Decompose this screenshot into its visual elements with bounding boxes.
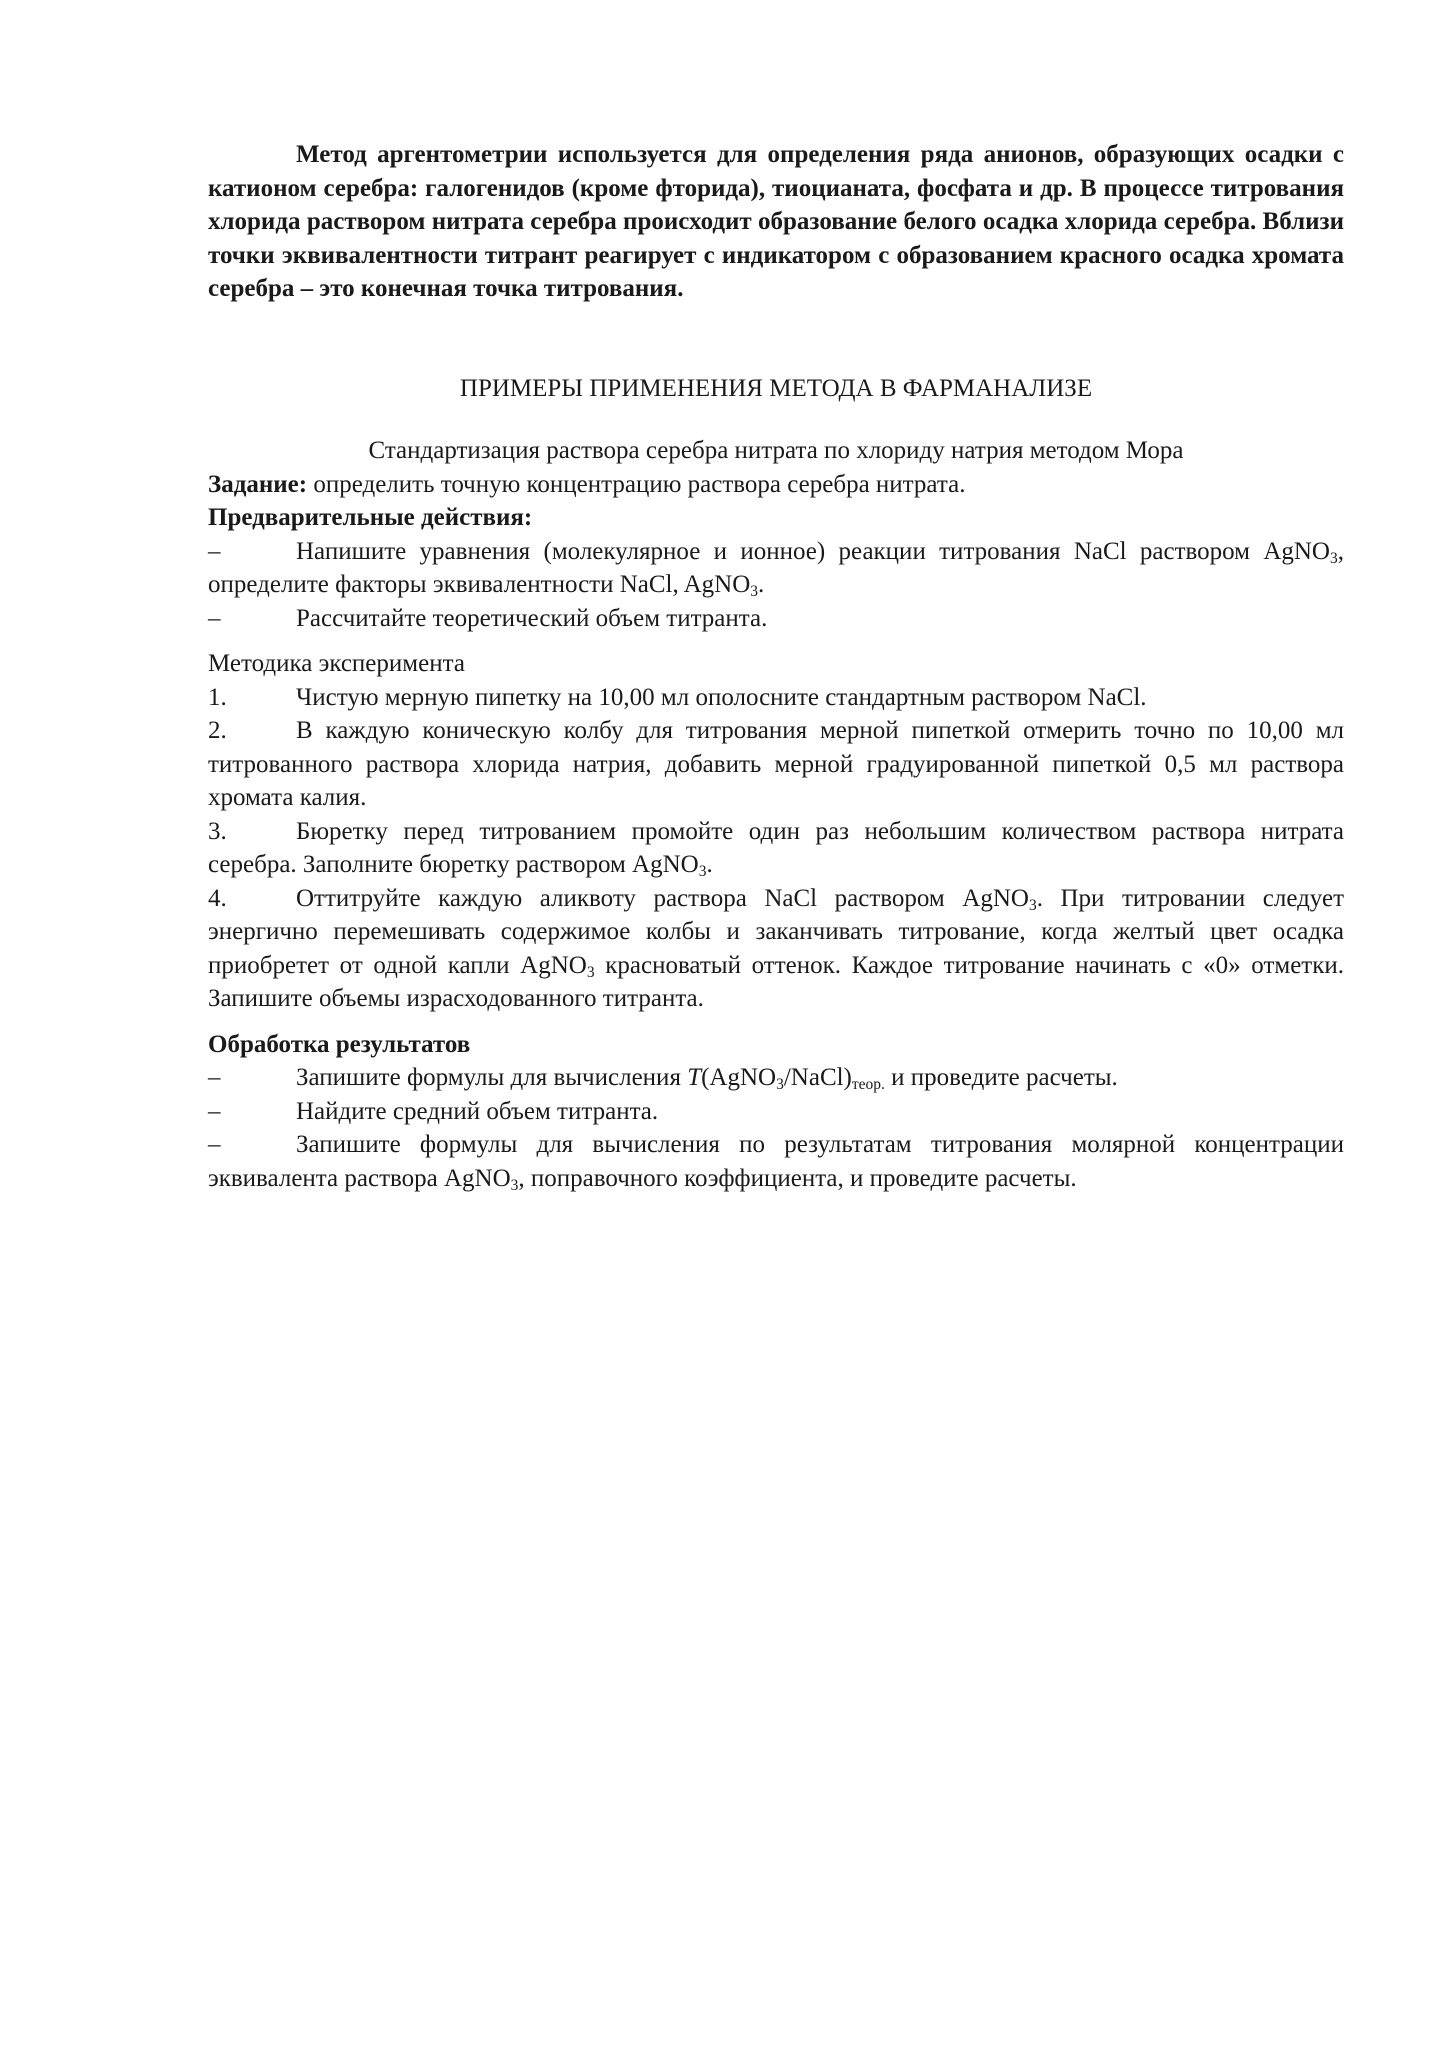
method-step-2 bbox=[208, 714, 1344, 815]
method-step-4 bbox=[208, 882, 1344, 1016]
dash-marker: – bbox=[208, 604, 221, 632]
prelim-item-1-text-c: . bbox=[758, 571, 765, 598]
results-item-1-text-d: и проведите расчеты. bbox=[884, 1064, 1118, 1091]
method-step-4-text-b: . При титровании следует энергично перемешивать содержимое колбы и заканчивать титрование, когда желтый цвет осадка приобретет от одной капли AgNO bbox=[208, 884, 1344, 979]
subscript: 3 bbox=[698, 862, 707, 880]
step-number: 4. bbox=[208, 884, 227, 912]
results-item-3-text-b: , поправочного коэффициента, и проведите расчеты. bbox=[518, 1164, 1077, 1192]
document-page bbox=[208, 138, 1344, 1195]
results-item-3-text-a: Запишите формулы для вычисления по результатам титрования молярной концентрации эквивалента раствора AgNO bbox=[208, 1131, 1344, 1192]
method-step-3 bbox=[208, 815, 1344, 882]
section-heading: ПРИМЕРЫ ПРИМЕНЕНИЯ МЕТОДА В ФАРМАНАЛИЗЕ bbox=[459, 374, 1093, 402]
method-label: Методика эксперимента bbox=[208, 650, 465, 677]
results-item-2 bbox=[208, 1095, 1344, 1129]
dash-marker: – bbox=[208, 537, 221, 565]
results-item-1-text-a: Запишите формулы для вычисления bbox=[296, 1064, 688, 1091]
method-step-4-text-c: красноватый оттенок. Каждое титрование начинать с «0» отметки. Запишите объемы израсходованного титранта. bbox=[208, 951, 1344, 1012]
dash-marker: – bbox=[208, 1131, 221, 1158]
results-item-1-text-b: (AgNO bbox=[701, 1064, 777, 1091]
subscript: 3 bbox=[510, 1176, 519, 1194]
task-text: определить точную концентрацию раствора серебра нитрата. bbox=[307, 470, 966, 498]
task-label: Задание: bbox=[208, 470, 308, 498]
subtitle: Стандартизация раствора серебра нитрата по хлориду натрия методом Мора bbox=[368, 437, 1184, 464]
results-item-1 bbox=[208, 1061, 1344, 1095]
results-label: Обработка результатов bbox=[208, 1030, 471, 1058]
method-step-1 bbox=[208, 681, 1344, 715]
method-step-3-text-a: Бюретку перед титрованием промойте один раз небольшим количеством раствора нитрата серебра. Заполните бюретку раствором AgNO bbox=[208, 817, 1344, 878]
method-step-1-text: Чистую мерную пипетку на 10,00 мл ополосните стандартным раствором NaCl. bbox=[296, 683, 1147, 711]
prelim-item-1-text-a: Напишите уравнения (молекулярное и ионное) реакции титрования NaCl раствором AgNO bbox=[296, 537, 1330, 565]
prelim-item-2 bbox=[208, 602, 1344, 636]
results-item-2-text: Найдите средний объем титранта. bbox=[296, 1097, 659, 1125]
results-item-1-text-c: /NaCl) bbox=[783, 1064, 852, 1091]
prelim-item-2-text: Рассчитайте теоретический объем титранта. bbox=[296, 604, 768, 632]
dash-marker: – bbox=[208, 1097, 221, 1125]
subscript: 3 bbox=[1330, 549, 1338, 567]
step-number: 2. bbox=[208, 717, 227, 744]
results-item-3 bbox=[208, 1128, 1344, 1195]
subscript: 3 bbox=[776, 1075, 784, 1093]
subscript: теор. bbox=[851, 1075, 885, 1093]
subscript: 3 bbox=[750, 582, 759, 600]
dash-marker: – bbox=[208, 1064, 221, 1091]
method-step-4-text-a: Оттитруйте каждую аликвоту раствора NaCl раствором AgNO bbox=[296, 884, 1029, 912]
method-step-2-text: В каждую коническую колбу для титрования мерной пипеткой отмерить точно по 10,00 мл титрованного раствора хлорида натрия, добавить мерной градуированной пипеткой 0,5 мл раствора хромата калия. bbox=[208, 717, 1344, 811]
method-step-3-text-b: . bbox=[706, 851, 713, 878]
prelim-item-1 bbox=[208, 535, 1344, 602]
prelim-label: Предварительные действия: bbox=[208, 504, 533, 531]
intro-paragraph: Метод аргентометрии используется для определения ряда анионов, образующих осадки с катионом серебра: галогенидов (кроме фторида), тиоцианата, фосфата и др. В процессе титрования хлорида раствором нитрата серебра происходит образование белого осадка хлорида серебра. Вблизи точки эквивалентности титрант реагирует с индикатором с образованием красного осадка хромата серебра – это конечная точка титрования. bbox=[208, 141, 1344, 302]
subscript: 3 bbox=[586, 963, 595, 981]
step-number: 3. bbox=[208, 817, 227, 845]
subscript: 3 bbox=[1028, 896, 1037, 914]
prelim-item-1-text-b: , определите факторы эквивалентности NaCl, AgNO bbox=[208, 537, 1344, 598]
task-line bbox=[208, 468, 1344, 502]
titer-symbol: T bbox=[687, 1064, 702, 1091]
step-number: 1. bbox=[208, 683, 227, 711]
